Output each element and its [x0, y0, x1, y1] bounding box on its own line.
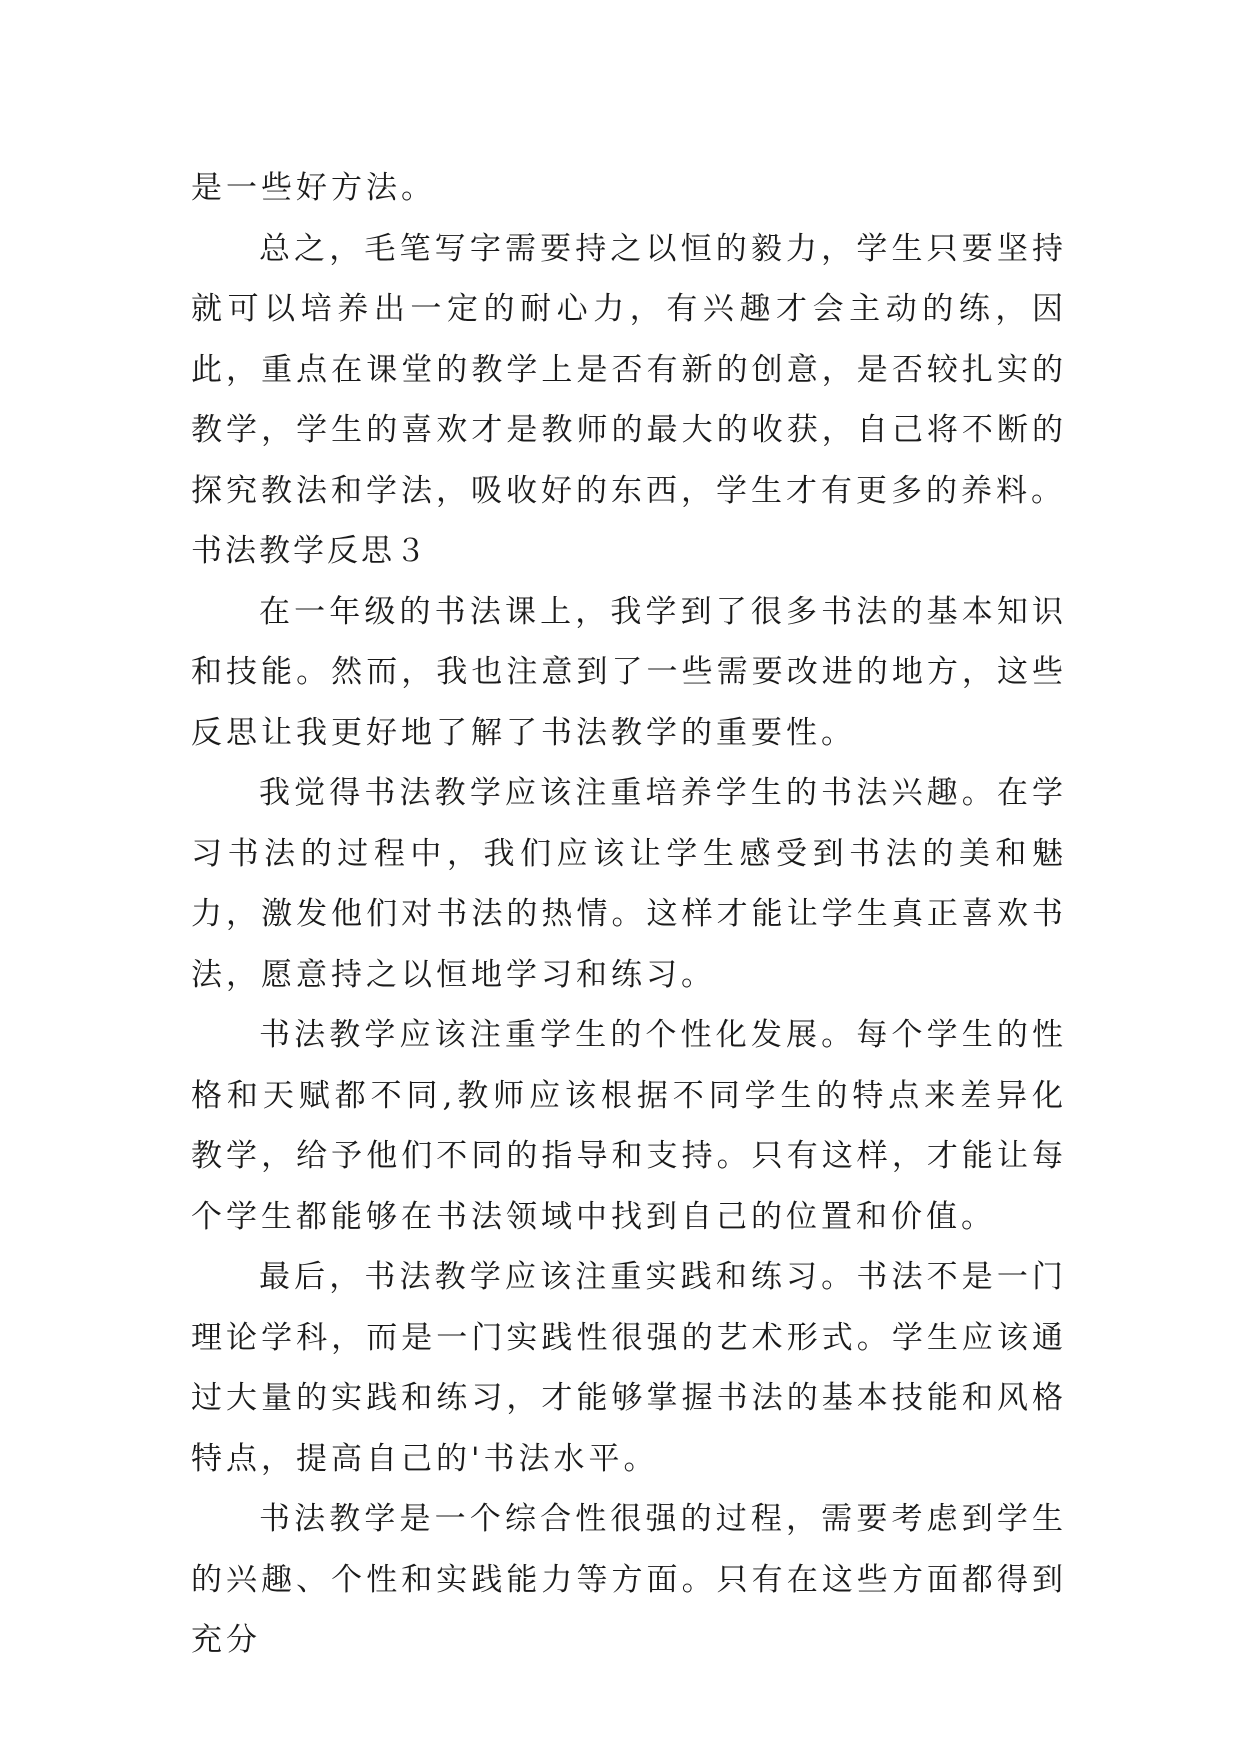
section-title: 书法教学反思３ [191, 533, 429, 569]
section-paragraph-3: 书法教学应该注重学生的个性化发展。每个学生的性格和天赋都不同,教师应该根据不同学生的特点来差异化教学，给予他们不同的指导和支持。只有这样，才能让每个学生都能够在书法领域中找到自己的位置和价值。 [191, 1017, 1067, 1235]
paragraph-conclusion: 总之，毛笔写字需要持之以恒的毅力，学生只要坚持就可以培养出一定的耐心力，有兴趣才会主动的练，因此，重点在课堂的教学上是否有新的创意，是否较扎实的教学，学生的喜欢才是教师的最大的收获，自己将不断的探究教法和学法，吸收好的东西，学生才有更多的养料。 [191, 230, 1067, 509]
document-body [191, 158, 1067, 1671]
section-paragraph-1: 在一年级的书法课上，我学到了很多书法的基本知识和技能。然而，我也注意到了一些需要改进的地方，这些反思让我更好地了解了书法教学的重要性。 [191, 593, 1067, 751]
paragraph-continuation: 是一些好方法。 [191, 170, 436, 206]
section-paragraph-5: 书法教学是一个综合性很强的过程，需要考虑到学生的兴趣、个性和实践能力等方面。只有在这些方面都得到充分 [191, 1501, 1067, 1658]
section-paragraph-2: 我觉得书法教学应该注重培养学生的书法兴趣。在学习书法的过程中，我们应该让学生感受到书法的美和魅力，激发他们对书法的热情。这样才能让学生真正喜欢书法，愿意持之以恒地学习和练习。 [191, 775, 1067, 993]
section-paragraph-4: 最后，书法教学应该注重实践和练习。书法不是一门理论学科，而是一门实践性很强的艺术形式。学生应该通过大量的实践和练习，才能够掌握书法的基本技能和风格特点，提高自己的'书法水平。 [191, 1259, 1067, 1477]
